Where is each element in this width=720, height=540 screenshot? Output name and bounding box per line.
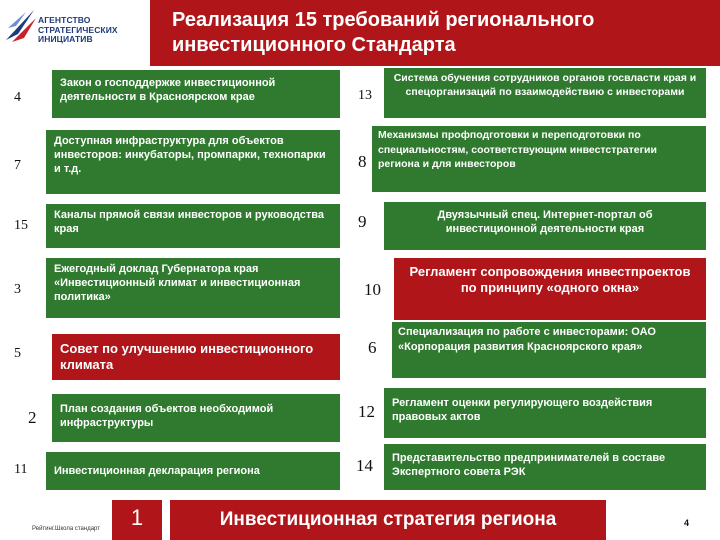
requirement-number: 6 xyxy=(368,338,377,357)
requirement-box-15: Каналы прямой связи инвесторов и руководства края xyxy=(46,204,340,248)
requirement-number: 14 xyxy=(356,456,373,475)
requirement-number: 9 xyxy=(358,212,367,231)
requirement-box-10: Регламент сопровождения инвестпроектов по принципу «одного окна» xyxy=(394,258,706,320)
requirement-number: 10 xyxy=(364,280,381,299)
slide-header xyxy=(0,0,720,68)
requirement-box-12: Регламент оценки регулирующего воздействия правовых актов xyxy=(384,388,706,438)
requirement-box-6: Специализация по работе с инвесторами: ОАО «Корпорация развития Красноярского края» xyxy=(392,322,706,378)
requirement-box-9: Двуязычный спец. Интернет-портал об инвестиционной деятельности края xyxy=(384,202,706,250)
requirement-number: 7 xyxy=(14,158,21,173)
requirement-box-3: Ежегодный доклад Губернатора края «Инвестиционный климат и инвестиционная политика» xyxy=(46,258,340,318)
requirement-number-1: 1 xyxy=(112,500,162,540)
requirement-box-13: Система обучения сотрудников органов госвласти края и спецорганизаций по взаимодействию с инвесторами xyxy=(384,68,706,118)
requirement-box-1: Инвестиционная стратегия региона xyxy=(170,500,606,540)
requirement-number: 3 xyxy=(14,282,21,297)
requirement-number: 12 xyxy=(358,402,375,421)
requirement-box-2: План создания объектов необходимой инфраструктуры xyxy=(52,394,340,442)
logo-text: АГЕНТСТВО СТРАТЕГИЧЕСКИХ ИНИЦИАТИВ xyxy=(38,15,118,44)
requirement-number: 8 xyxy=(358,152,367,171)
footer-note: Рейтинг.Школа стандарт xyxy=(32,526,100,532)
requirement-number: 15 xyxy=(14,218,28,233)
requirement-number: 4 xyxy=(14,90,21,105)
requirement-box-5: Совет по улучшению инвестиционного климата xyxy=(52,334,340,380)
page-number: 4 xyxy=(684,518,690,528)
requirement-number: 5 xyxy=(14,346,21,361)
slide-title: Реализация 15 требований регионального инвестиционного Стандарта xyxy=(172,9,595,56)
requirement-box-8: Механизмы профподготовки и переподготовки по специальностям, соответствующим инвестстратегии региона и для инвесторов xyxy=(372,126,706,192)
requirement-box-11: Инвестиционная декларация региона xyxy=(46,452,340,490)
requirement-number: 11 xyxy=(14,462,28,477)
title-bar xyxy=(150,0,720,66)
requirement-box-7: Доступная инфраструктура для объектов инвесторов: инкубаторы, промпарки, технопарки и т.д. xyxy=(46,130,340,194)
logo-flag-icon xyxy=(4,6,38,46)
requirement-number: 13 xyxy=(358,88,372,103)
asi-logo xyxy=(4,6,128,64)
requirement-number: 2 xyxy=(28,408,37,427)
requirement-box-14: Представительство предпринимателей в составе Экспертного совета РЭК xyxy=(384,444,706,490)
requirement-box-4: Закон о господдержке инвестиционной деятельности в Красноярском крае xyxy=(52,70,340,118)
